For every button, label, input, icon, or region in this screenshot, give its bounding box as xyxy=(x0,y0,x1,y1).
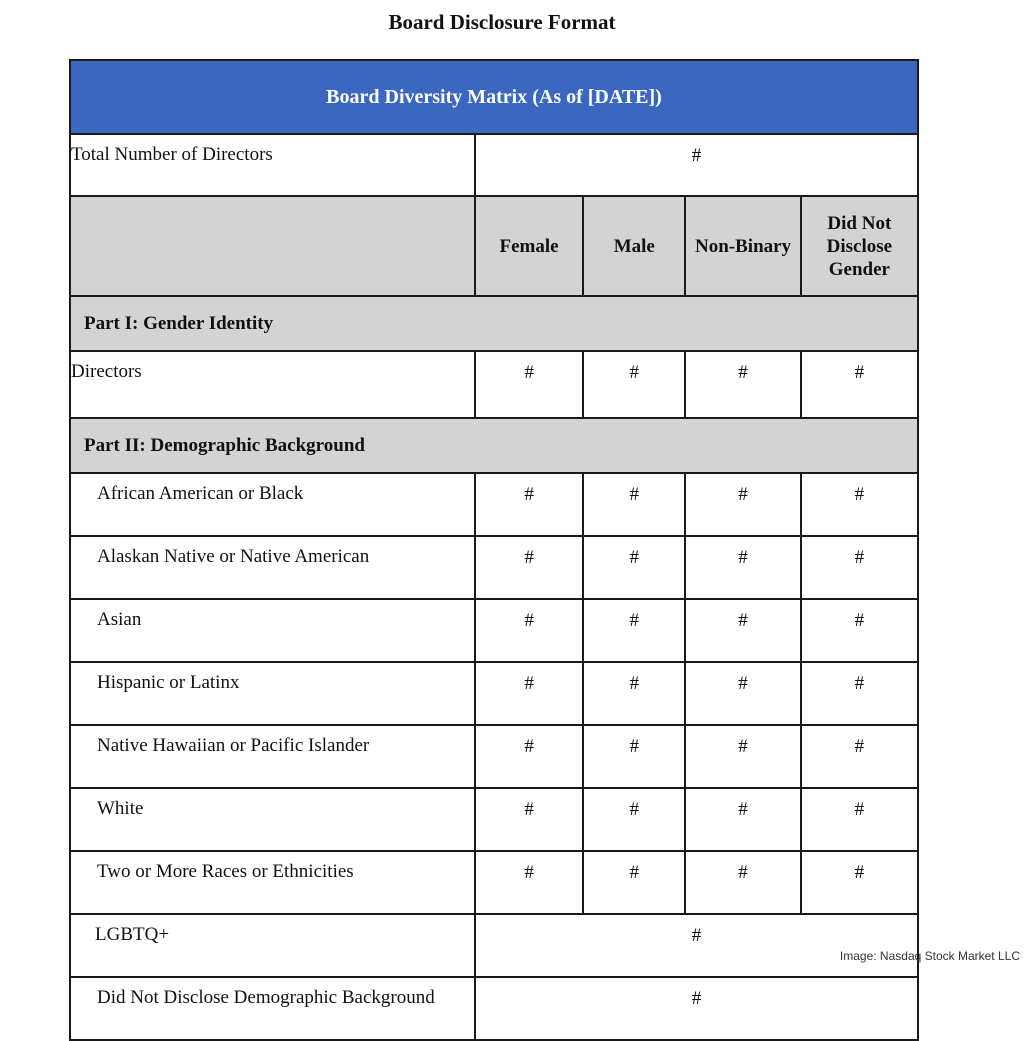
cell-did-not-disclose: # xyxy=(801,725,918,788)
cell-did-not-disclose: # xyxy=(801,599,918,662)
cell-male: # xyxy=(583,788,685,851)
row-label: Asian xyxy=(70,599,475,662)
image-credit: Image: Nasdaq Stock Market LLC xyxy=(839,949,1020,963)
cell-non-binary: # xyxy=(685,599,800,662)
cell-did-not-disclose: # xyxy=(801,473,918,536)
page-title: Board Disclosure Format xyxy=(388,10,616,34)
cell-male: # xyxy=(583,536,685,599)
lgbtq-row xyxy=(70,914,918,977)
lgbtq-value: # xyxy=(475,914,918,977)
cell-female: # xyxy=(475,851,583,914)
cell-male: # xyxy=(583,351,685,418)
cell-did-not-disclose: # xyxy=(801,788,918,851)
cell-female: # xyxy=(475,473,583,536)
row-label: Two or More Races or Ethnicities xyxy=(70,851,475,914)
table-row xyxy=(70,788,918,851)
header-did-not-disclose-gender: Did Not Disclose Gender xyxy=(801,196,918,296)
row-label: Hispanic or Latinx xyxy=(70,662,475,725)
table-row xyxy=(70,473,918,536)
cell-did-not-disclose: # xyxy=(801,851,918,914)
cell-non-binary: # xyxy=(685,351,800,418)
cell-non-binary: # xyxy=(685,662,800,725)
cell-non-binary: # xyxy=(685,788,800,851)
cell-female: # xyxy=(475,351,583,418)
cell-did-not-disclose: # xyxy=(801,351,918,418)
table-row xyxy=(70,662,918,725)
matrix-banner-row xyxy=(70,60,918,134)
part2-heading: Part II: Demographic Background xyxy=(70,418,918,473)
cell-male: # xyxy=(583,851,685,914)
board-diversity-matrix xyxy=(69,59,919,1041)
cell-female: # xyxy=(475,725,583,788)
did-not-disclose-demographic-row xyxy=(70,977,918,1040)
matrix-banner-title: Board Diversity Matrix (As of [DATE]) xyxy=(70,60,918,134)
cell-male: # xyxy=(583,473,685,536)
total-directors-row xyxy=(70,134,918,196)
cell-female: # xyxy=(475,662,583,725)
table-row xyxy=(70,725,918,788)
header-male: Male xyxy=(583,196,685,296)
table-row xyxy=(70,351,918,418)
header-blank-cell xyxy=(70,196,475,296)
row-label: White xyxy=(70,788,475,851)
cell-female: # xyxy=(475,788,583,851)
did-not-disclose-demographic-label: Did Not Disclose Demographic Background xyxy=(70,977,475,1040)
table-row xyxy=(70,536,918,599)
lgbtq-label: LGBTQ+ xyxy=(70,914,475,977)
cell-non-binary: # xyxy=(685,725,800,788)
cell-non-binary: # xyxy=(685,473,800,536)
cell-male: # xyxy=(583,662,685,725)
cell-female: # xyxy=(475,599,583,662)
cell-non-binary: # xyxy=(685,851,800,914)
row-label: Directors xyxy=(70,351,475,418)
row-label: Native Hawaiian or Pacific Islander xyxy=(70,725,475,788)
cell-did-not-disclose: # xyxy=(801,536,918,599)
cell-female: # xyxy=(475,536,583,599)
total-directors-label: Total Number of Directors xyxy=(70,134,475,196)
part1-heading: Part I: Gender Identity xyxy=(70,296,918,351)
row-label: Alaskan Native or Native American xyxy=(70,536,475,599)
cell-male: # xyxy=(583,599,685,662)
table-row xyxy=(70,599,918,662)
header-non-binary: Non-Binary xyxy=(685,196,800,296)
cell-male: # xyxy=(583,725,685,788)
row-label: African American or Black xyxy=(70,473,475,536)
part1-section-row xyxy=(70,296,918,351)
gender-header-row xyxy=(70,196,918,296)
header-female: Female xyxy=(475,196,583,296)
did-not-disclose-demographic-value: # xyxy=(475,977,918,1040)
cell-did-not-disclose: # xyxy=(801,662,918,725)
part2-section-row xyxy=(70,418,918,473)
total-directors-value: # xyxy=(475,134,918,196)
table-row xyxy=(70,851,918,914)
cell-non-binary: # xyxy=(685,536,800,599)
